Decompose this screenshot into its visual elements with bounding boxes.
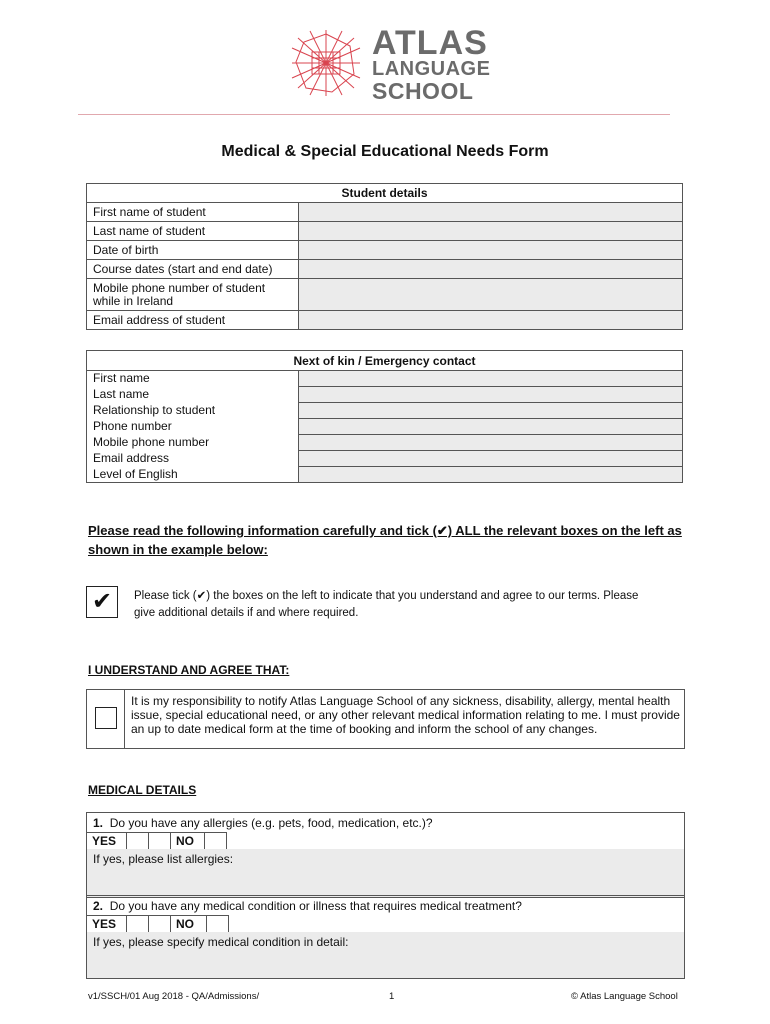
field-label: Last name of student bbox=[87, 222, 299, 241]
field-label: Phone number bbox=[87, 419, 299, 435]
date-of-birth-input[interactable] bbox=[298, 241, 682, 260]
medical-heading: MEDICAL DETAILS bbox=[88, 783, 197, 797]
field-label: Relationship to student bbox=[87, 403, 299, 419]
agree-text: It is my responsibility to notify Atlas Language School of any sickness, disability, allergy, mental health issue, special educational need, or any other relevant medical information relating to me. I must provide an up to date medical form at the time of booking and inform the school of any changes. bbox=[131, 694, 680, 736]
condition-details-label: If yes, please specify medical condition in detail: bbox=[93, 935, 349, 949]
page-title: Medical & Special Educational Needs Form bbox=[221, 143, 549, 160]
field-label: Last name bbox=[87, 387, 299, 403]
header-divider bbox=[78, 114, 670, 115]
kin-relationship-input[interactable] bbox=[298, 403, 682, 419]
kin-phone-input[interactable] bbox=[298, 419, 682, 435]
kin-email-input[interactable] bbox=[298, 451, 682, 467]
field-label: Mobile phone number of student while in Ireland bbox=[87, 279, 299, 311]
question-label: Do you have any allergies (e.g. pets, food, medication, etc.)? bbox=[109, 816, 433, 830]
agree-checkbox[interactable] bbox=[95, 707, 117, 729]
field-label: First name of student bbox=[87, 203, 299, 222]
logo-line-language: LANGUAGE bbox=[372, 58, 491, 80]
example-checkbox: ✔ bbox=[86, 586, 118, 618]
no-checkbox[interactable] bbox=[207, 916, 229, 932]
no-checkbox[interactable] bbox=[205, 833, 227, 849]
next-of-kin-header: Next of kin / Emergency contact bbox=[87, 351, 683, 371]
field-label: Course dates (start and end date) bbox=[87, 260, 299, 279]
course-dates-input[interactable] bbox=[298, 260, 682, 279]
question-number: 2. bbox=[93, 899, 104, 913]
spacer-cell bbox=[149, 916, 171, 932]
atlas-logo-icon bbox=[288, 28, 364, 98]
yes-checkbox[interactable] bbox=[127, 833, 149, 849]
agree-block bbox=[86, 689, 685, 749]
field-label: Mobile phone number bbox=[87, 435, 299, 451]
question-2-text bbox=[93, 899, 522, 913]
kin-first-name-input[interactable] bbox=[298, 371, 682, 387]
logo-line-school: SCHOOL bbox=[372, 78, 474, 104]
student-details-header: Student details bbox=[87, 184, 683, 203]
example-text: Please tick (✔) the boxes on the left to indicate that you understand and agree to our terms. Please give additional details if and where required. bbox=[134, 590, 639, 619]
question-label: Do you have any medical condition or illness that requires medical treatment? bbox=[109, 899, 522, 913]
first-name-input[interactable] bbox=[298, 203, 682, 222]
next-of-kin-table bbox=[86, 350, 683, 483]
kin-english-level-input[interactable] bbox=[298, 467, 682, 483]
field-label: First name bbox=[87, 371, 299, 387]
no-label: NO bbox=[171, 833, 205, 849]
agree-divider bbox=[124, 690, 125, 748]
medical-question-1 bbox=[86, 812, 685, 898]
field-label: Email address bbox=[87, 451, 299, 467]
yes-label: YES bbox=[87, 916, 127, 932]
field-label: Email address of student bbox=[87, 311, 299, 330]
yes-no-row bbox=[87, 832, 227, 850]
last-name-input[interactable] bbox=[298, 222, 682, 241]
footer-copyright: © Atlas Language School bbox=[571, 991, 678, 1002]
allergies-details-label: If yes, please list allergies: bbox=[93, 852, 234, 866]
logo-line-atlas: ATLAS bbox=[372, 24, 488, 62]
yes-no-row bbox=[87, 915, 229, 933]
no-label: NO bbox=[171, 916, 207, 932]
kin-mobile-input[interactable] bbox=[298, 435, 682, 451]
logo-wordmark bbox=[372, 24, 491, 104]
spacer-cell bbox=[149, 833, 171, 849]
yes-label: YES bbox=[87, 833, 127, 849]
yes-checkbox[interactable] bbox=[127, 916, 149, 932]
instructions-text: Please read the following information carefully and tick (✔) ALL the relevant boxes on the left as shown in the example below: bbox=[88, 523, 682, 557]
medical-question-2 bbox=[86, 895, 685, 979]
field-label: Level of English bbox=[87, 467, 299, 483]
mobile-phone-input[interactable] bbox=[298, 279, 682, 311]
footer-page-number: 1 bbox=[389, 991, 395, 1002]
question-1-text bbox=[93, 816, 433, 830]
student-details-table bbox=[86, 183, 683, 330]
kin-last-name-input[interactable] bbox=[298, 387, 682, 403]
question-number: 1. bbox=[93, 816, 104, 830]
field-label: Date of birth bbox=[87, 241, 299, 260]
email-input[interactable] bbox=[298, 311, 682, 330]
footer-version: v1/SSCH/01 Aug 2018 - QA/Admissions/ bbox=[88, 991, 260, 1002]
agree-heading: I UNDERSTAND AND AGREE THAT: bbox=[88, 663, 290, 677]
